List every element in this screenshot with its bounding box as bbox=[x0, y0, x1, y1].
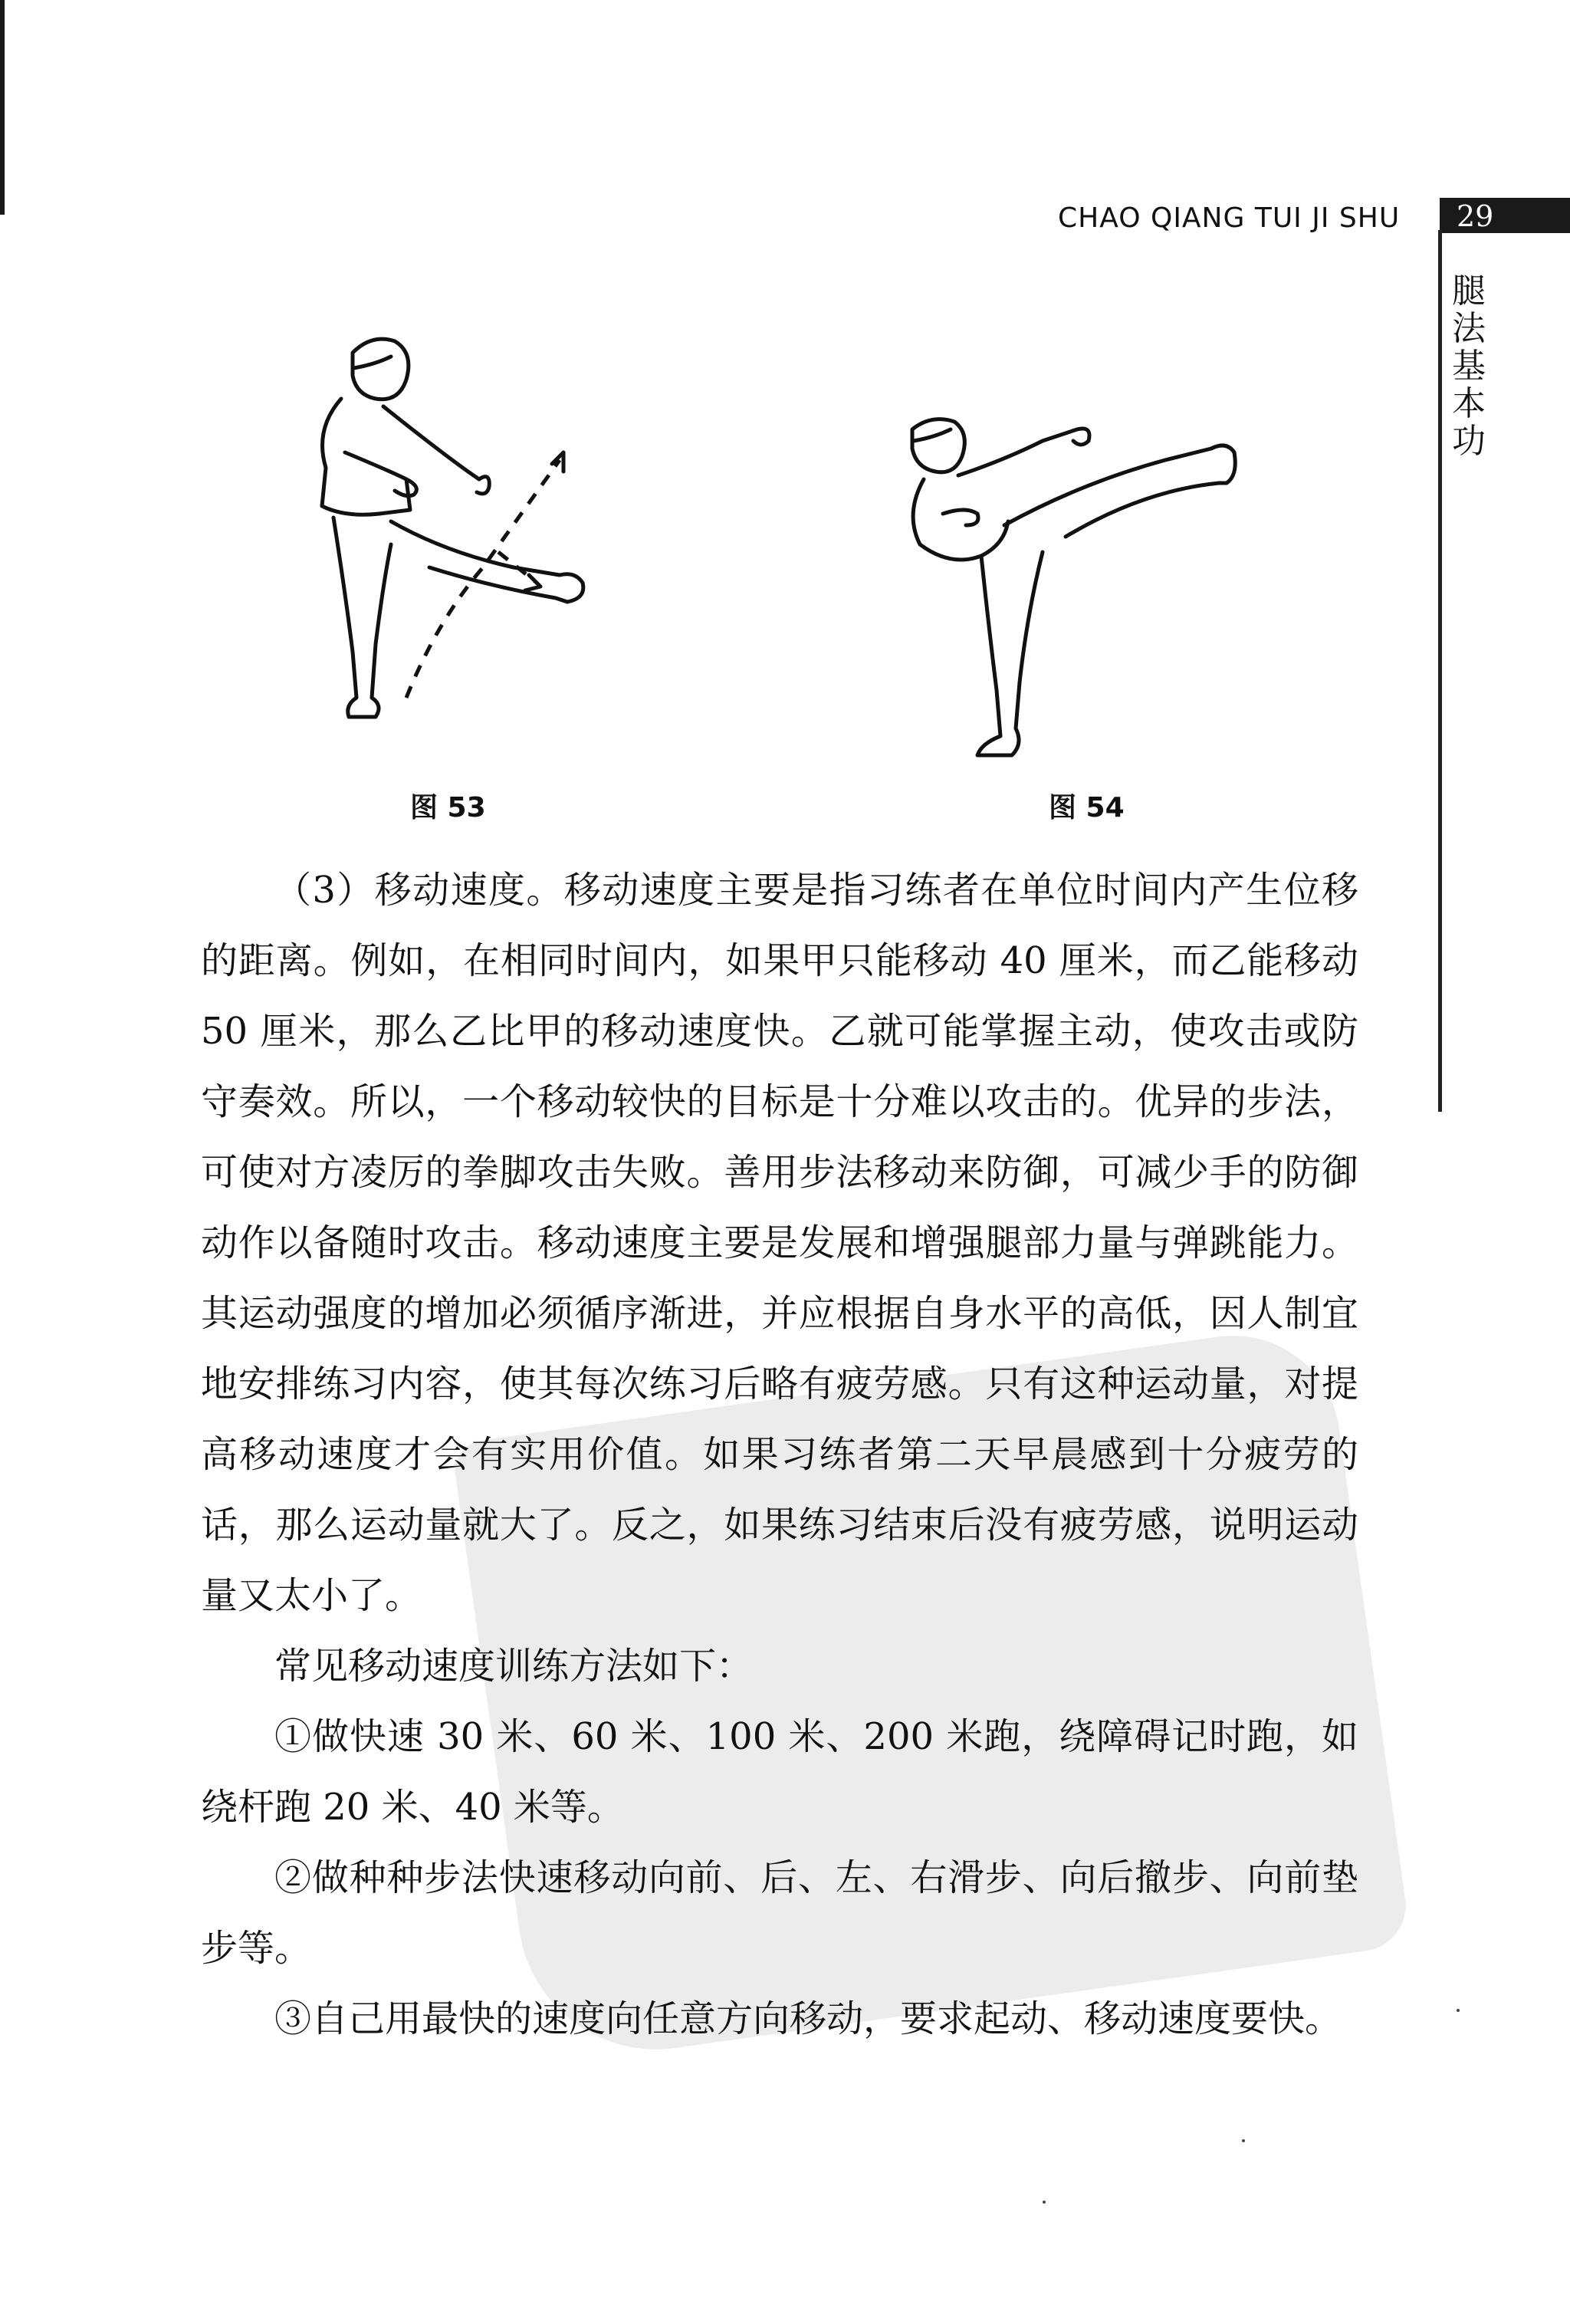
left-edge-rule bbox=[0, 0, 5, 215]
running-header bbox=[1058, 198, 1570, 236]
figure-54 bbox=[889, 399, 1288, 767]
speck bbox=[1457, 2009, 1460, 2012]
paragraph-moving-speed: （3）移动速度。移动速度主要是指习练者在单位时间内产生位移的距离。例如，在相同时间内，如果甲只能移动 40 厘米，而乙能移动 50 厘米，那么乙比甲的移动速度快。乙就可能掌握主动，使攻击或防守奏效。所以，一个移动较快的目标是十分难以攻击的。优异的步法，可使对方凌厉的拳脚攻击失败。善用步法移动来防御，可减少手的防御动作以备随时攻击。移动速度主要是发展和增强腿部力量与弹跳能力。其运动强度的增加必须循序渐进，并应根据自身水平的高低，因人制宜地安排练习内容，使其每次练习后略有疲劳感。只有这种运动量，对提高移动速度才会有实用价值。如果习练者第二天早晨感到十分疲劳的话，那么运动量就大了。反之，如果练习结束后没有疲劳感，说明运动量又太小了。 bbox=[201, 869, 1358, 1617]
paragraph-method-3: ③自己用最快的速度向任意方向移动，要求起动、移动速度要快。 bbox=[274, 1997, 1342, 2040]
speck bbox=[1043, 2201, 1046, 2204]
paragraph-method-2: ②做种种步法快速移动向前、后、左、右滑步、向后撤步、向前垫步等。 bbox=[201, 1856, 1358, 1970]
figure-54-caption: 图 54 bbox=[1049, 792, 1125, 823]
speck bbox=[1242, 2139, 1245, 2142]
figure-53 bbox=[299, 322, 636, 782]
figure-53-caption: 图 53 bbox=[410, 792, 486, 823]
side-divider-rule bbox=[1438, 230, 1442, 1112]
paragraph-methods-intro: 常见移动速度训练方法如下： bbox=[274, 1645, 754, 1688]
side-kick-figure-icon bbox=[889, 399, 1288, 767]
chapter-side-title: 腿法基本功 bbox=[1452, 271, 1486, 461]
page-number: 29 bbox=[1457, 199, 1494, 233]
body-text bbox=[201, 855, 1358, 2054]
paragraph-method-1: ①做快速 30 米、60 米、100 米、200 米跑，绕障碍记时跑，如绕杆跑 20 米、40 米等。 bbox=[201, 1715, 1358, 1829]
running-title: CHAO QIANG TUI JI SHU bbox=[1058, 202, 1401, 234]
front-kick-figure-icon bbox=[299, 322, 636, 782]
